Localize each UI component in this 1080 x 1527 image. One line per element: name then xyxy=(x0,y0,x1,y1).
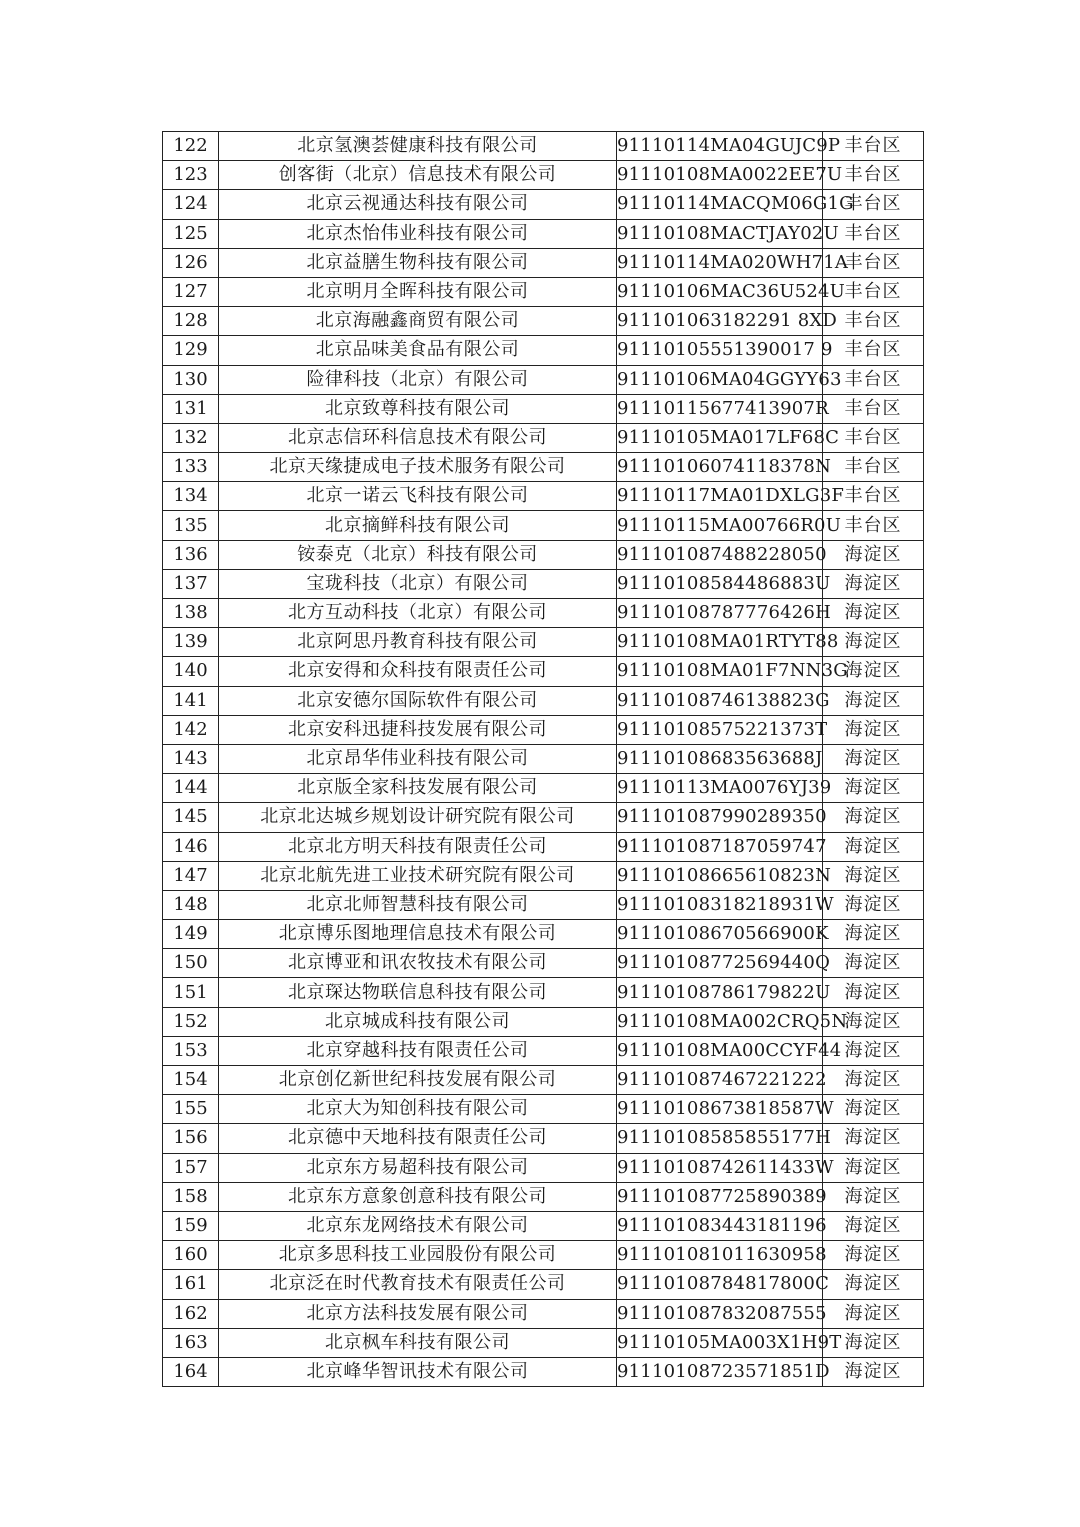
row-number-cell: 158 xyxy=(163,1182,219,1211)
district-cell: 海淀区 xyxy=(823,949,924,978)
credit-code-cell: 911101087990289350 xyxy=(617,803,823,832)
company-name-cell: 北京益膳生物科技有限公司 xyxy=(219,248,617,277)
credit-code-cell: 91110108MA002CRQ5N xyxy=(617,1007,823,1036)
company-name-cell: 北京城成科技有限公司 xyxy=(219,1007,617,1036)
row-number-cell: 133 xyxy=(163,453,219,482)
company-name-cell: 北京琛达物联信息科技有限公司 xyxy=(219,978,617,1007)
company-name-cell: 北京安科迅捷科技发展有限公司 xyxy=(219,715,617,744)
table-row xyxy=(163,511,924,540)
table-row xyxy=(163,1007,924,1036)
district-cell: 海淀区 xyxy=(823,1036,924,1065)
row-number-cell: 162 xyxy=(163,1299,219,1328)
credit-code-cell: 91110108318218931W xyxy=(617,890,823,919)
company-name-cell: 北京穿越科技有限责任公司 xyxy=(219,1036,617,1065)
district-cell: 海淀区 xyxy=(823,540,924,569)
table-row xyxy=(163,248,924,277)
company-name-cell: 北京海融鑫商贸有限公司 xyxy=(219,307,617,336)
row-number-cell: 139 xyxy=(163,628,219,657)
district-cell: 丰台区 xyxy=(823,336,924,365)
credit-code-cell: 91110105551390017 9 xyxy=(617,336,823,365)
row-number-cell: 142 xyxy=(163,715,219,744)
district-cell: 海淀区 xyxy=(823,1095,924,1124)
district-cell: 海淀区 xyxy=(823,1007,924,1036)
credit-code-cell: 91110108MA01F7NN3G xyxy=(617,657,823,686)
table-row xyxy=(163,803,924,832)
district-cell: 海淀区 xyxy=(823,1270,924,1299)
company-name-cell: 北京泛在时代教育技术有限责任公司 xyxy=(219,1270,617,1299)
table-row xyxy=(163,774,924,803)
credit-code-cell: 91110108665610823N xyxy=(617,861,823,890)
table-row xyxy=(163,861,924,890)
table-row xyxy=(163,599,924,628)
district-cell: 海淀区 xyxy=(823,774,924,803)
table-row xyxy=(163,949,924,978)
district-cell: 丰台区 xyxy=(823,132,924,161)
district-cell: 丰台区 xyxy=(823,365,924,394)
company-name-cell: 北京天缘捷成电子技术服务有限公司 xyxy=(219,453,617,482)
company-name-cell: 北京大为知创科技有限公司 xyxy=(219,1095,617,1124)
table-row xyxy=(163,744,924,773)
credit-code-cell: 911101087488228050 xyxy=(617,540,823,569)
company-name-cell: 北京方法科技发展有限公司 xyxy=(219,1299,617,1328)
district-cell: 海淀区 xyxy=(823,1211,924,1240)
table-row xyxy=(163,161,924,190)
district-cell: 海淀区 xyxy=(823,1153,924,1182)
row-number-cell: 146 xyxy=(163,832,219,861)
district-cell: 丰台区 xyxy=(823,277,924,306)
district-cell: 丰台区 xyxy=(823,307,924,336)
company-name-cell: 北京北达城乡规划设计研究院有限公司 xyxy=(219,803,617,832)
district-cell: 海淀区 xyxy=(823,1066,924,1095)
district-cell: 丰台区 xyxy=(823,394,924,423)
row-number-cell: 152 xyxy=(163,1007,219,1036)
table-row xyxy=(163,1153,924,1182)
row-number-cell: 143 xyxy=(163,744,219,773)
table-row xyxy=(163,190,924,219)
company-name-cell: 北京博亚和讯农牧技术有限公司 xyxy=(219,949,617,978)
credit-code-cell: 91110114MA020WH71A xyxy=(617,248,823,277)
company-name-cell: 北京昂华伟业科技有限公司 xyxy=(219,744,617,773)
table-row xyxy=(163,978,924,1007)
company-name-cell: 创客街（北京）信息技术有限公司 xyxy=(219,161,617,190)
credit-code-cell: 91110108784817800C xyxy=(617,1270,823,1299)
company-name-cell: 北京北方明天科技有限责任公司 xyxy=(219,832,617,861)
company-name-cell: 北京致尊科技有限公司 xyxy=(219,394,617,423)
district-cell: 丰台区 xyxy=(823,482,924,511)
row-number-cell: 131 xyxy=(163,394,219,423)
district-cell: 丰台区 xyxy=(823,161,924,190)
table-row xyxy=(163,657,924,686)
row-number-cell: 129 xyxy=(163,336,219,365)
company-name-cell: 北京明月全晖科技有限公司 xyxy=(219,277,617,306)
row-number-cell: 124 xyxy=(163,190,219,219)
district-cell: 丰台区 xyxy=(823,511,924,540)
row-number-cell: 144 xyxy=(163,774,219,803)
company-name-cell: 北京博乐图地理信息技术有限公司 xyxy=(219,920,617,949)
table-row xyxy=(163,482,924,511)
table-row xyxy=(163,219,924,248)
district-cell: 海淀区 xyxy=(823,1182,924,1211)
company-name-cell: 险律科技（北京）有限公司 xyxy=(219,365,617,394)
table-row xyxy=(163,628,924,657)
district-cell: 海淀区 xyxy=(823,861,924,890)
district-cell: 海淀区 xyxy=(823,1241,924,1270)
credit-code-cell: 91110108723571851D xyxy=(617,1357,823,1386)
row-number-cell: 134 xyxy=(163,482,219,511)
company-list-table xyxy=(162,131,924,1387)
table-row xyxy=(163,365,924,394)
district-cell: 海淀区 xyxy=(823,920,924,949)
company-name-cell: 北京云视通达科技有限公司 xyxy=(219,190,617,219)
district-cell: 丰台区 xyxy=(823,190,924,219)
row-number-cell: 136 xyxy=(163,540,219,569)
district-cell: 海淀区 xyxy=(823,628,924,657)
credit-code-cell: 911101087467221222 xyxy=(617,1066,823,1095)
table-row xyxy=(163,1066,924,1095)
row-number-cell: 157 xyxy=(163,1153,219,1182)
row-number-cell: 135 xyxy=(163,511,219,540)
credit-code-cell: 91110108787776426H xyxy=(617,599,823,628)
credit-code-cell: 91110106074118378N xyxy=(617,453,823,482)
row-number-cell: 159 xyxy=(163,1211,219,1240)
row-number-cell: 141 xyxy=(163,686,219,715)
credit-code-cell: 911101063182291 8XD xyxy=(617,307,823,336)
credit-code-cell: 91110108746138823G xyxy=(617,686,823,715)
credit-code-cell: 91110117MA01DXLG3F xyxy=(617,482,823,511)
company-name-cell: 北京北航先进工业技术研究院有限公司 xyxy=(219,861,617,890)
district-cell: 海淀区 xyxy=(823,1328,924,1357)
table-row xyxy=(163,1241,924,1270)
table-row xyxy=(163,336,924,365)
row-number-cell: 138 xyxy=(163,599,219,628)
row-number-cell: 127 xyxy=(163,277,219,306)
district-cell: 海淀区 xyxy=(823,744,924,773)
district-cell: 丰台区 xyxy=(823,248,924,277)
row-number-cell: 130 xyxy=(163,365,219,394)
company-name-cell: 宝珑科技（北京）有限公司 xyxy=(219,569,617,598)
company-name-cell: 北京枫车科技有限公司 xyxy=(219,1328,617,1357)
row-number-cell: 154 xyxy=(163,1066,219,1095)
credit-code-cell: 91110108786179822U xyxy=(617,978,823,1007)
district-cell: 海淀区 xyxy=(823,803,924,832)
table-row xyxy=(163,394,924,423)
row-number-cell: 156 xyxy=(163,1124,219,1153)
table-row xyxy=(163,1357,924,1386)
company-name-cell: 北京版全家科技发展有限公司 xyxy=(219,774,617,803)
credit-code-cell: 91110108772569440Q xyxy=(617,949,823,978)
row-number-cell: 151 xyxy=(163,978,219,1007)
table-row xyxy=(163,277,924,306)
table-row xyxy=(163,1270,924,1299)
credit-code-cell: 91110105MA017LF68C xyxy=(617,423,823,452)
credit-code-cell: 91110106MAC36U524U xyxy=(617,277,823,306)
table-row xyxy=(163,1182,924,1211)
row-number-cell: 140 xyxy=(163,657,219,686)
credit-code-cell: 91110108683563688J xyxy=(617,744,823,773)
credit-code-cell: 91110114MA04GUJC9P xyxy=(617,132,823,161)
district-cell: 海淀区 xyxy=(823,832,924,861)
company-name-cell: 北京创亿新世纪科技发展有限公司 xyxy=(219,1066,617,1095)
table-row xyxy=(163,569,924,598)
row-number-cell: 164 xyxy=(163,1357,219,1386)
district-cell: 海淀区 xyxy=(823,1124,924,1153)
table-row xyxy=(163,1211,924,1240)
row-number-cell: 132 xyxy=(163,423,219,452)
credit-code-cell: 91110108575221373T xyxy=(617,715,823,744)
credit-code-cell: 911101081011630958 xyxy=(617,1241,823,1270)
company-name-cell: 北京北师智慧科技有限公司 xyxy=(219,890,617,919)
company-name-cell: 北京德中天地科技有限责任公司 xyxy=(219,1124,617,1153)
row-number-cell: 125 xyxy=(163,219,219,248)
credit-code-cell: 91110108670566900K xyxy=(617,920,823,949)
credit-code-cell: 91110105MA003X1H9T xyxy=(617,1328,823,1357)
credit-code-cell: 91110108MA01RTYT88 xyxy=(617,628,823,657)
table-row xyxy=(163,132,924,161)
credit-code-cell: 91110114MACQM06G1G xyxy=(617,190,823,219)
table-row xyxy=(163,715,924,744)
row-number-cell: 160 xyxy=(163,1241,219,1270)
credit-code-cell: 91110108MA00CCYF44 xyxy=(617,1036,823,1065)
table-row xyxy=(163,686,924,715)
row-number-cell: 123 xyxy=(163,161,219,190)
table-row xyxy=(163,1036,924,1065)
district-cell: 海淀区 xyxy=(823,1357,924,1386)
row-number-cell: 163 xyxy=(163,1328,219,1357)
district-cell: 海淀区 xyxy=(823,599,924,628)
table-row xyxy=(163,832,924,861)
company-name-cell: 北京多思科技工业园股份有限公司 xyxy=(219,1241,617,1270)
credit-code-cell: 911101083443181196 xyxy=(617,1211,823,1240)
district-cell: 丰台区 xyxy=(823,219,924,248)
table-row xyxy=(163,423,924,452)
credit-code-cell: 911101087187059747 xyxy=(617,832,823,861)
table-row xyxy=(163,307,924,336)
company-list-body xyxy=(163,132,924,1387)
table-row xyxy=(163,1124,924,1153)
company-name-cell: 北京安德尔国际软件有限公司 xyxy=(219,686,617,715)
company-name-cell: 北京品味美食品有限公司 xyxy=(219,336,617,365)
credit-code-cell: 91110115677413907R xyxy=(617,394,823,423)
row-number-cell: 122 xyxy=(163,132,219,161)
district-cell: 丰台区 xyxy=(823,453,924,482)
district-cell: 海淀区 xyxy=(823,569,924,598)
row-number-cell: 148 xyxy=(163,890,219,919)
company-name-cell: 北京峰华智讯技术有限公司 xyxy=(219,1357,617,1386)
company-name-cell: 北京摘鲜科技有限公司 xyxy=(219,511,617,540)
district-cell: 海淀区 xyxy=(823,715,924,744)
row-number-cell: 137 xyxy=(163,569,219,598)
row-number-cell: 153 xyxy=(163,1036,219,1065)
credit-code-cell: 91110106MA04GGYY63 xyxy=(617,365,823,394)
row-number-cell: 126 xyxy=(163,248,219,277)
company-name-cell: 北方互动科技（北京）有限公司 xyxy=(219,599,617,628)
credit-code-cell: 911101087725890389 xyxy=(617,1182,823,1211)
district-cell: 海淀区 xyxy=(823,657,924,686)
credit-code-cell: 91110108MA0022EE7U xyxy=(617,161,823,190)
row-number-cell: 150 xyxy=(163,949,219,978)
company-name-cell: 北京一诺云飞科技有限公司 xyxy=(219,482,617,511)
table-row xyxy=(163,1095,924,1124)
table-row xyxy=(163,1328,924,1357)
company-name-cell: 北京安得和众科技有限责任公司 xyxy=(219,657,617,686)
table-row xyxy=(163,890,924,919)
credit-code-cell: 91110108585855177H xyxy=(617,1124,823,1153)
district-cell: 丰台区 xyxy=(823,423,924,452)
company-name-cell: 北京氢澳荟健康科技有限公司 xyxy=(219,132,617,161)
row-number-cell: 161 xyxy=(163,1270,219,1299)
district-cell: 海淀区 xyxy=(823,978,924,1007)
row-number-cell: 128 xyxy=(163,307,219,336)
company-name-cell: 北京东方易超科技有限公司 xyxy=(219,1153,617,1182)
district-cell: 海淀区 xyxy=(823,890,924,919)
credit-code-cell: 91110108MACTJAY02U xyxy=(617,219,823,248)
company-name-cell: 北京杰怡伟业科技有限公司 xyxy=(219,219,617,248)
company-name-cell: 铵泰克（北京）科技有限公司 xyxy=(219,540,617,569)
credit-code-cell: 91110108673818587W xyxy=(617,1095,823,1124)
table-row xyxy=(163,453,924,482)
company-name-cell: 北京东龙网络技术有限公司 xyxy=(219,1211,617,1240)
table-row xyxy=(163,540,924,569)
row-number-cell: 155 xyxy=(163,1095,219,1124)
row-number-cell: 149 xyxy=(163,920,219,949)
row-number-cell: 147 xyxy=(163,861,219,890)
company-name-cell: 北京志信环科信息技术有限公司 xyxy=(219,423,617,452)
district-cell: 海淀区 xyxy=(823,686,924,715)
credit-code-cell: 911101087832087555 xyxy=(617,1299,823,1328)
company-name-cell: 北京阿思丹教育科技有限公司 xyxy=(219,628,617,657)
credit-code-cell: 91110115MA00766R0U xyxy=(617,511,823,540)
table-row xyxy=(163,1299,924,1328)
company-name-cell: 北京东方意象创意科技有限公司 xyxy=(219,1182,617,1211)
credit-code-cell: 91110108584486883U xyxy=(617,569,823,598)
row-number-cell: 145 xyxy=(163,803,219,832)
credit-code-cell: 91110113MA0076YJ39 xyxy=(617,774,823,803)
district-cell: 海淀区 xyxy=(823,1299,924,1328)
credit-code-cell: 91110108742611433W xyxy=(617,1153,823,1182)
table-row xyxy=(163,920,924,949)
